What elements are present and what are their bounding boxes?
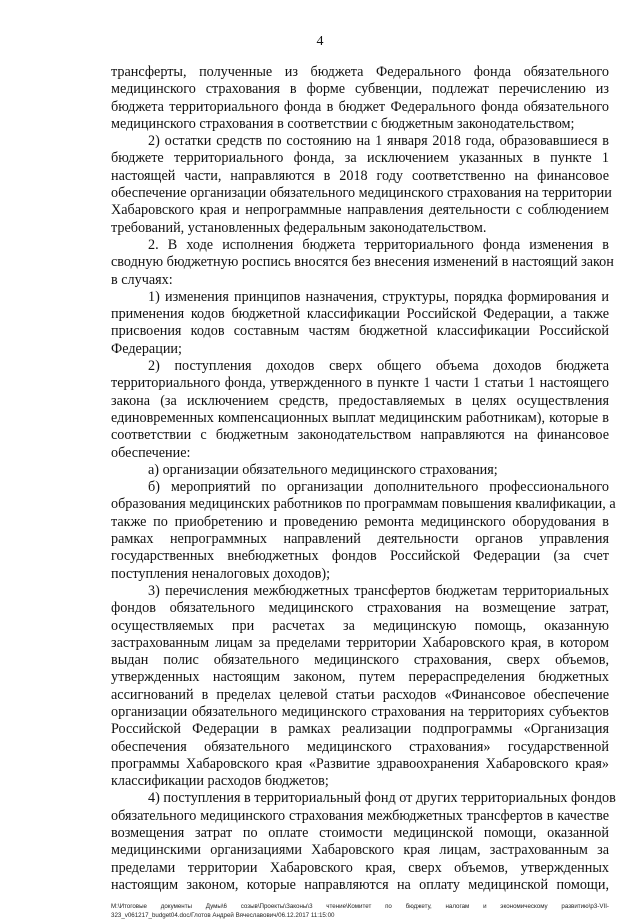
text-line: обеспечение организации обязательного медицинского страхования на территории [111,185,612,202]
text-line: обязательного медицинского страхования межбюджетных трансфертов в качестве [111,807,609,824]
text-line: пределами территории Хабаровского края, сверх объемов, утвержденных [111,859,609,876]
text-line: государственных внебюджетных фондов Российской Федерации (за счет [111,548,609,565]
text-line: 4) поступления в территориальный фонд от других территориальных фондов [148,790,616,807]
footer-line: 323_v061217_budget04.doc/Глотов Андрей Вячеславович/06.12.2017 11:15:00 [111,912,335,920]
text-line: Российской Федерации в рамках реализации подпрограммы «Организация [111,721,609,738]
text-line: застрахованным лицам за пределами территории Хабаровского края, в котором [111,634,609,651]
text-line: в случаях: [111,271,173,288]
text-line: также по приобретению и проведению ремонта медицинского оборудования в [111,513,609,530]
text-line: настоящим законом, которые направляются на оплату медицинской помощи, [111,876,609,893]
text-line: бюджете территориального фонда, за исключением указанных в пункте 1 [111,150,609,167]
text-line: программы Хабаровского края «Развитие здравоохранения Хабаровского края» [111,755,609,772]
text-line: а) организации обязательного медицинского страхования; [148,461,498,478]
text-line: 2) поступления доходов сверх общего объема доходов бюджета [148,358,609,375]
text-line: организации обязательного медицинского страхования на территориях субъектов [111,703,609,720]
text-line: сводную бюджетную роспись вносятся без внесения изменений в настоящий закон [111,254,614,271]
text-line: присвоения кодов составным частям бюджетной классификации Российской [111,323,609,340]
text-line: применения кодов бюджетной классификации Российской Федерации, а также [111,306,609,323]
footer-line: M:\Итоговые документы Думы\6 созыв\Проекты\Законы\3 чтение\Комитет по бюджету, налогам и экономическому развитию\р3-VII- [111,903,609,911]
text-line: ассигнований в пределах целевой статьи расходов «Финансовое обеспечение [111,686,609,703]
text-line: 2) остатки средств по состоянию на 1 января 2018 года, образовавшиеся в [148,133,609,150]
text-line: поступления неналоговых доходов); [111,565,331,582]
text-line: медицинского страхования в соответствии с бюджетным законодательством; [111,115,575,132]
text-line: Хабаровского края и непрограммные направления деятельности с соблюдением [111,202,609,219]
text-line: бюджета территориального фонда в бюджет Федерального фонда обязательного [111,98,609,115]
text-line: единовременных компенсационных выплат медицинским работникам), которые в [111,409,609,426]
page-number: 4 [316,34,324,49]
text-line: утвержденных настоящим законом, путем перераспределения бюджетных [111,669,609,686]
text-line: закона (за исключением средств, предоставляемых в целях осуществления [111,392,609,409]
text-line: осуществляемых при расчетах за медицинскую помощь, оказанную [111,617,609,634]
text-line: соответствии с бюджетным законодательством направляются на финансовое [111,427,609,444]
text-line: 2. В ходе исполнения бюджета территориального фонда изменения в [148,236,609,253]
text-line: выдан полис обязательного медицинского страхования, сверх объемов, [111,652,609,669]
text-line: 3) перечисления межбюджетных трансфертов бюджетам территориальных [148,582,609,599]
text-line: настоящей части, направляются в 2018 году соответственно на финансовое [111,167,609,184]
text-line: территориального фонда, утвержденного в пункте 1 части 1 статьи 1 настоящего [111,375,609,392]
text-line: классификации расходов бюджетов; [111,773,329,790]
text-line: 1) изменения принципов назначения, структуры, порядка формирования и [148,288,609,305]
text-line: б) мероприятий по организации дополнительного профессионального [148,479,609,496]
text-line: трансферты, полученные из бюджета Федерального фонда обязательного [111,64,609,80]
text-line: медицинскими организациями Хабаровского края лицам, застрахованным за [111,842,609,859]
text-line: возмещения затрат по оплате стоимости медицинской помощи, оказанной [111,825,609,842]
text-line: обеспечение: [111,444,191,461]
text-line: требований, установленных федеральным законодательством. [111,219,487,236]
text-line: Федерации; [111,340,182,357]
file-path-footer [111,902,609,920]
text-line: фондов обязательного медицинского страхования на возмещение затрат, [111,600,609,617]
text-line: рамках непрограммных направлений деятельности органов управления [111,531,609,548]
text-line: образования медицинских работников по программам повышения квалификации, а [111,496,616,513]
text-line: медицинского страхования в форме субвенции, подлежат перечислению из [111,81,609,98]
body-text [111,64,616,894]
text-line: обеспечения обязательного медицинского страхования» государственной [111,738,609,755]
